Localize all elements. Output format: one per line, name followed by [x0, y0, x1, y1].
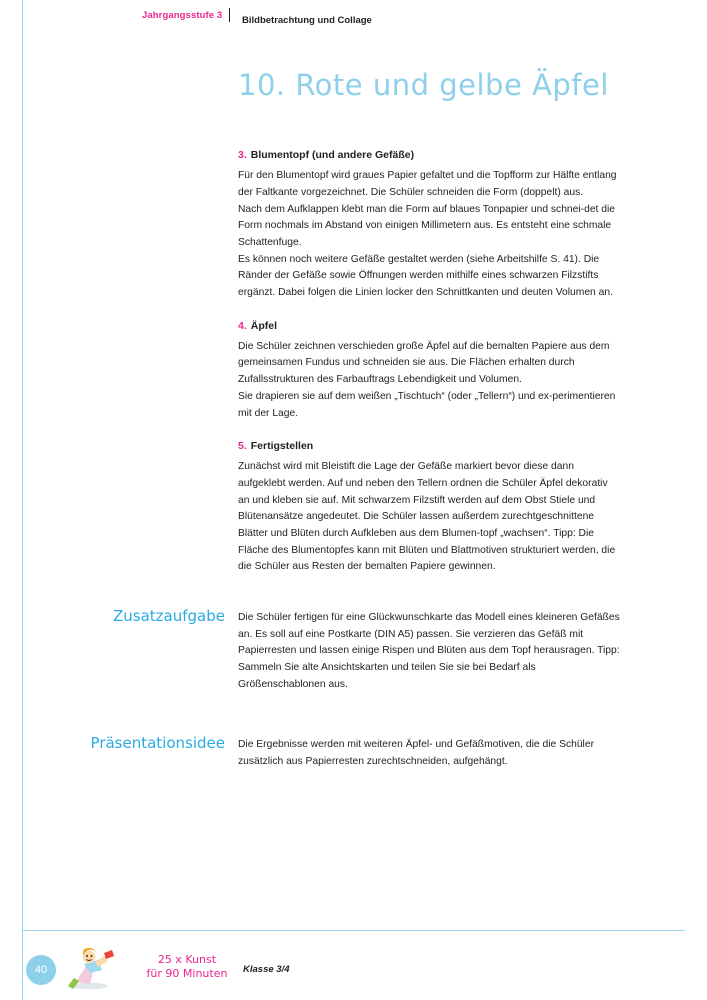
section-number: 3. [238, 149, 247, 161]
paragraph: Die Ergebnisse werden mit weiteren Äpfel- und Gefäßmotiven, die die Schüler zusätzlich aus Papierresten zurechtschneiden, aufgehängt. [238, 739, 594, 768]
footer-class-label: Klasse 3/4 [243, 964, 290, 975]
section-name: Blumentopf (und andere Gefäße) [250, 149, 415, 161]
paragraph: Für den Blumentopf wird graues Papier gefaltet und die Topfform zur Hälfte entlang der Faltkante vorgezeichnet. Die Schüler schneiden die Form (doppelt) aus. [238, 170, 617, 198]
paragraph: Nach dem Aufklappen klebt man die Form auf blaues Tonpapier und schnei-det die Form nochmals im Abstand von einigen Millimetern aus. Es entsteht eine schmale Schattenfuge. [238, 203, 616, 248]
left-margin-rule [22, 0, 23, 1000]
header-topic-wrap [236, 10, 372, 28]
section-aepfel [238, 319, 620, 423]
block-praesentationsidee [90, 734, 620, 770]
footer-brand [144, 953, 230, 981]
footer-brand-line2: für 90 Minuten [146, 966, 228, 980]
page-header [142, 10, 233, 21]
header-grade-label: Jahrgangsstufe 3 [142, 10, 223, 21]
section-name: Äpfel [250, 319, 278, 332]
header-divider [229, 8, 230, 22]
section-number: 5. [238, 440, 247, 453]
footer-brand-line1: 25 x Kunst [157, 953, 217, 966]
page-number-badge: 40 [26, 955, 56, 985]
header-topic-label: Bildbetrachtung und Collage [242, 15, 372, 26]
block-label: Präsentationsidee [90, 734, 225, 753]
paragraph: Sie drapieren sie auf dem weißen „Tischtuch“ (oder „Tellern“) und ex-perimentieren mit der Lage. [238, 390, 616, 419]
section-fertigstellen [238, 439, 620, 576]
section-heading [238, 439, 620, 454]
paragraph: Die Schüler fertigen für eine Glückwunschkarte das Modell eines kleineren Gefäßes an. Es soll auf eine Postkarte (DIN A5) passen. Sie verzieren das Gefäß mit Papierresten und lassen einige Rispen und Blüten aus dem Topf herausragen. Tipp: Sammeln Sie alte Ansichtskarten und teilen Sie sie bei Bedarf als Größenschablonen aus. [238, 612, 620, 690]
mascot-icon [62, 942, 118, 990]
paragraph: Zunächst wird mit Bleistift die Lage der Gefäße markiert bevor diese dann aufgeklebt werden. Auf und neben den Tellern ordnen die Schüler Äpfel dekorativ an und kleben sie auf. Mit schwarzem Filzstift werden auf dem Obst Stiele und Blütenansätze angedeutet. Die Schüler lassen außerdem zurechtgeschnittene Blätter und Blüten durch Aufkleben aus dem Blumen-topf „wachsen“. Tipp: Die Fläche des Blumentopfes kann mit Blüten und Blattmotiven strukturiert werden, die die Schüler aus Resten der bemalten Papiere gewinnen. [238, 461, 616, 573]
main-content [90, 148, 620, 771]
paragraph: Die Schüler zeichnen verschieden große Äpfel auf die bemalten Papiere aus dem gemeinsamen Fundus und schneiden sie aus. Die Flächen erhalten durch Zufallsstrukturen des Farbauftrags Lebendigkeit und Volumen. [238, 340, 610, 386]
section-name: Fertigstellen [250, 440, 314, 453]
paragraph: Es können noch weitere Gefäße gestaltet werden (siehe Arbeitshilfe S. 41). Die Ränder der Gefäße sowie Öffnungen werden mithilfe eines schwarzen Filzstifts ergänzt. Dabei folgen die Linien locker den Schnittkanten und deuten Volumen an. [238, 253, 613, 298]
section-blumentopf [238, 148, 620, 302]
footer-rule [22, 930, 685, 931]
section-heading [238, 319, 620, 334]
section-number: 4. [238, 319, 247, 332]
block-label: Zusatzaufgabe [113, 607, 225, 626]
block-zusatzaufgabe [113, 607, 620, 693]
page-title: 10. Rote und gelbe Äpfel [238, 68, 609, 102]
section-heading [238, 148, 620, 163]
